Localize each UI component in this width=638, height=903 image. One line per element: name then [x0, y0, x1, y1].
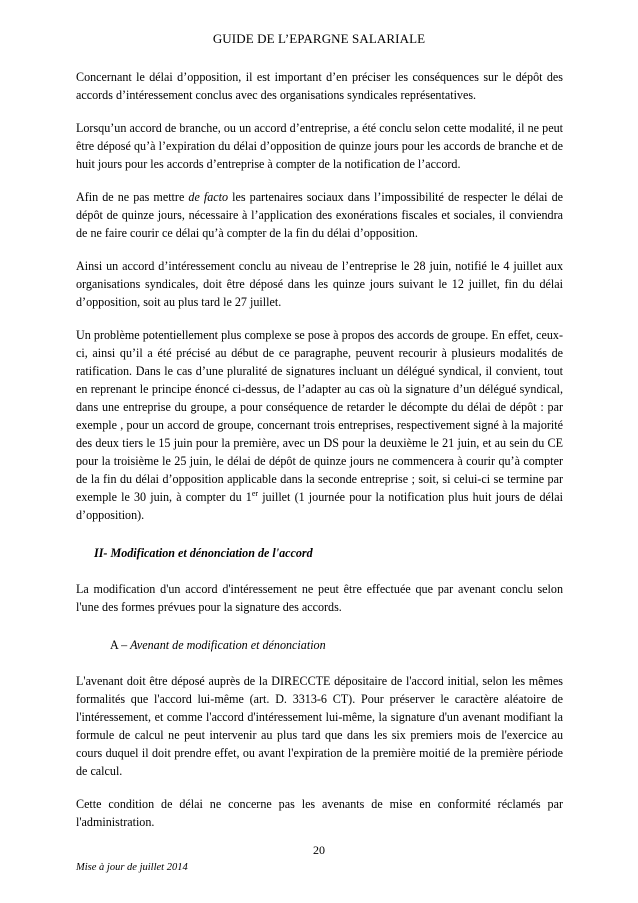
paragraph-opposition-intro: Concernant le délai d’opposition, il est important d’en préciser les conséquences sur le dépôt des accords d’intéressement conclus avec des organisations syndicales représentatives.: [76, 70, 563, 102]
document-body: [76, 68, 563, 846]
paragraph-group-agreements: [76, 326, 563, 524]
paragraph-conformity: Cette condition de délai ne concerne pas les avenants de mise en conformité réclamés par l'administration.: [76, 797, 563, 829]
subsection-letter: A –: [110, 638, 131, 652]
subsection-title: Avenant de modification et dénonciation: [130, 638, 326, 652]
paragraph-de-facto-start: Afin de ne pas mettre: [76, 190, 189, 204]
de-facto-italic: de facto: [188, 190, 229, 204]
paragraph-de-facto-end: les partenaires sociaux dans l’impossibilité de respecter le délai de dépôt de quinze jours, nécessaire à l’application des exonérations fiscales et sociales, il conviendra de ne faire courir ce délai qu’à compter de la fin du délai d’opposition.: [76, 190, 563, 240]
subsection-heading-avenant: [110, 636, 563, 654]
paragraph-group-start: Un problème potentiellement plus complexe se pose à propos des accords de groupe. En effet, ceux-ci, ainsi qu’il a été précisé au début de ce paragraphe, peuvent recourir à plusieurs modalités de ratification. Dans le cas d’une pluralité de signatures incluant un délégué syndical, il convient, tout en reprenant le principe énoncé ci-dessus, de l’adapter au cas où la signature d’un délégué syndical, dans une entreprise du groupe, a pour conséquence de retarder le décompte du délai de dépôt : par exemple , pour un accord de groupe, concernant trois entreprises, respectivement signé à la majorité des deux tiers le 15 juin pour la première, avec un DS pour la deuxième le 21 juin, et au sein du CE pour la troisième le 25 juin, le délai de dépôt de quinze jours ne commencera à courir qu’à compter de la fin du délai d’opposition applicable dans la seconde entreprise ; soit, si celui-ci se termine par exemple le 30 juin, à compter du 1: [76, 328, 563, 504]
paragraph-avenant-deposit: L'avenant doit être déposé auprès de la DIRECCTE dépositaire de l'accord initial, selon les mêmes formalités que l'accord lui-même (art. D. 3313-6 CT). Pour préserver le caractère aléatoire de l'intéressement, et comme l'accord d'intéressement lui-même, la signature d'un avenant modifiant la formule de calcul ne peut intervenir au plus tard que dans les six premiers mois de l'exercice au cours duquel il doit prendre effet, ou avant l'expiration de la première moitié de la première période de calcul.: [76, 674, 563, 778]
update-note: Mise à jour de juillet 2014: [76, 862, 188, 873]
paragraph-example-dates: Ainsi un accord d’intéressement conclu au niveau de l’entreprise le 28 juin, notifié le 4 juillet aux organisations syndicales, doit être déposé dans les quinze jours suivant le 12 juillet, fin du délai d’opposition, soit au plus tard le 27 juillet.: [76, 259, 563, 309]
section-heading-modification: II- Modification et dénonciation de l'accord: [94, 546, 313, 560]
paragraph-de-facto: [76, 188, 563, 242]
page-number: 20: [313, 843, 325, 857]
paragraph-branch-agreement: Lorsqu’un accord de branche, ou un accord d’entreprise, a été conclu selon cette modalité, il ne peut être déposé qu’à l’expiration du délai d’opposition de quinze jours pour les accords de branche et de huit jours pour les accords d’entreprise à compter de la notification de l’accord.: [76, 121, 563, 171]
superscript-er: er: [251, 488, 259, 498]
paragraph-group-end: juillet (1 journée pour la notification plus huit jours de délai d’opposition).: [76, 490, 563, 522]
paragraph-modification: La modification d'un accord d'intéressement ne peut être effectuée que par avenant conclu selon l'une des formes prévues pour la signature des accords.: [76, 582, 563, 614]
page-header-title: GUIDE DE L’EPARGNE SALARIALE: [212, 31, 426, 46]
